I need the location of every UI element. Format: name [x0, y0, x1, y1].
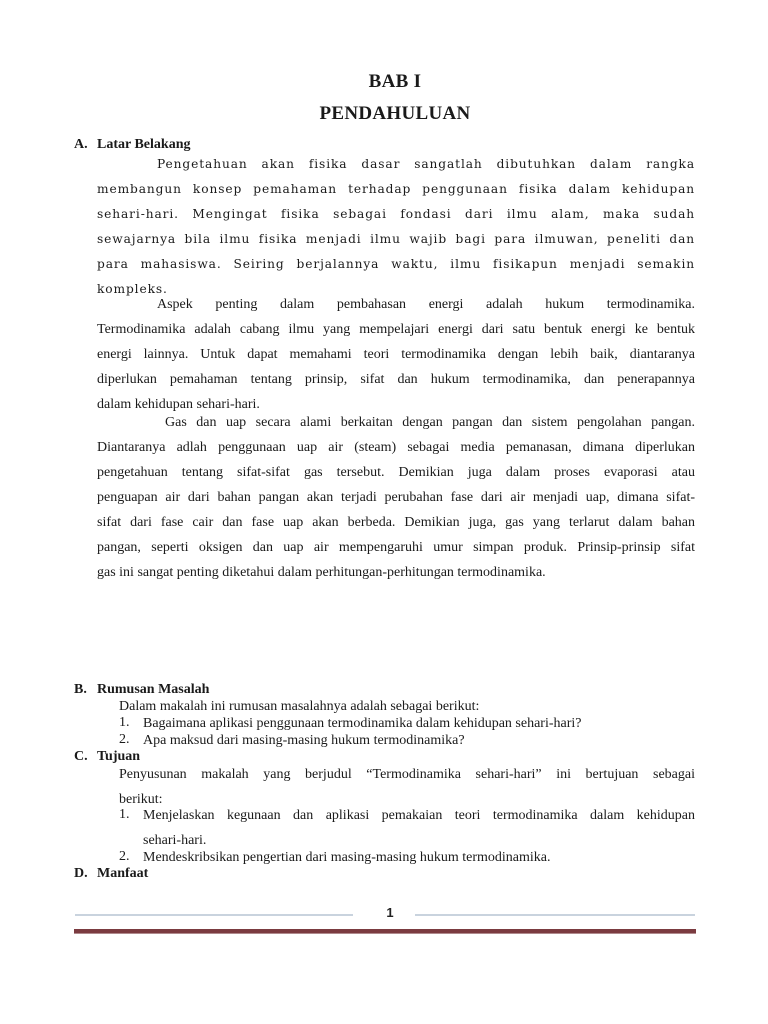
- list-text: Apa maksud dari masing-masing hukum termodinamika?: [143, 733, 465, 748]
- section-letter: D.: [74, 866, 88, 881]
- section-title: Manfaat: [97, 866, 149, 881]
- paragraph-latar-belakang-3: [97, 414, 695, 589]
- section-letter: B.: [74, 682, 87, 697]
- footer-divider-right: [415, 914, 695, 916]
- text-line: dalam kehidupan sehari-hari.: [97, 397, 260, 412]
- text-line: sewajarnya bila ilmu fisika menjadi ilmu wajib bagi para ilmuwan, peneliti dan: [97, 232, 695, 246]
- footer-divider-left: [75, 914, 353, 916]
- section-heading-tujuan: [74, 749, 140, 765]
- section-title: Latar Belakang: [97, 137, 191, 152]
- list-number: 2.: [119, 849, 130, 864]
- footer-rule: [74, 929, 696, 934]
- rumusan-masalah-intro: [119, 698, 695, 715]
- chapter-heading: BAB I: [368, 71, 422, 92]
- text-line: pengetahuan tentang sifat-sifat gas tersebut. Demikian juga dalam proses evaporasi atau: [97, 465, 695, 480]
- text-line: Aspek penting dalam pembahasan energi adalah hukum termodinamika.: [157, 297, 695, 312]
- section-letter: A.: [74, 137, 88, 152]
- text-line: penguapan air dari bahan pangan akan terjadi perubahan fase dari air menjadi uap, dimana sifat-: [97, 490, 695, 505]
- text-line: sehari-hari. Mengingat fisika sebagai fondasi dari ilmu alam, maka sudah: [97, 207, 695, 221]
- section-heading-latar-belakang: [74, 137, 190, 153]
- text-line: sifat dari fase cair dan fase uap akan berbeda. Demikian juga, gas yang terlarut dalam bahan: [97, 515, 695, 530]
- page-number: 1: [386, 905, 394, 920]
- paragraph-latar-belakang-1: [97, 155, 695, 294]
- list-text: Mendeskribsikan pengertian dari masing-masing hukum termodinamika.: [143, 850, 551, 865]
- text-line: membangun konsep pemahaman terhadap penggunaan fisika dalam kehidupan: [97, 182, 695, 196]
- text-line: diperlukan pemahaman tentang prinsip, sifat dan hukum termodinamika, dan penerapannya: [97, 372, 695, 387]
- list-text: sehari-hari.: [143, 833, 207, 848]
- list-number: 1.: [119, 807, 130, 822]
- list-text: Bagaimana aplikasi penggunaan termodinamika dalam kehidupan sehari-hari?: [143, 716, 582, 731]
- text-line: Pengetahuan akan fisika dasar sangatlah dibutuhkan dalam rangka: [157, 157, 695, 171]
- list-number: 2.: [119, 732, 130, 747]
- tujuan-intro: [119, 766, 695, 808]
- list-text: Menjelaskan kegunaan dan aplikasi pemakaian teori termodinamika dalam kehidupan: [143, 808, 695, 823]
- text-line: pangan, seperti oksigen dan uap air mempengaruhi umur simpan produk. Prinsip-prinsip sifat: [97, 540, 695, 555]
- paragraph-latar-belakang-2: [97, 296, 695, 414]
- text-line: gas ini sangat penting diketahui dalam perhitungan-perhitungan termodinamika.: [97, 565, 546, 580]
- section-heading-manfaat: [74, 866, 148, 882]
- section-heading-rumusan-masalah: [74, 682, 209, 698]
- section-letter: C.: [74, 749, 88, 764]
- text-line: Termodinamika adalah cabang ilmu yang mempelajari energi dari satu bentuk energi ke bentuk: [97, 322, 695, 337]
- text-line: para mahasiswa. Seiring berjalannya waktu, ilmu fisikapun menjadi semakin: [97, 257, 695, 271]
- list-number: 1.: [119, 715, 130, 730]
- text-line: kompleks.: [97, 282, 168, 296]
- section-title: Rumusan Masalah: [97, 682, 210, 697]
- section-title: Tujuan: [97, 749, 141, 764]
- text-line: Gas dan uap secara alami berkaitan dengan pangan dan sistem pengolahan pangan.: [165, 415, 695, 430]
- text-line: Diantaranya adlah penggunaan uap air (steam) sebagai media pemanasan, dimana diperlukan: [97, 440, 695, 455]
- chapter-title: PENDAHULUAN: [319, 103, 471, 124]
- text-line: berikut:: [119, 792, 163, 807]
- text-line: Penyusunan makalah yang berjudul “Termodinamika sehari-hari” ini bertujuan sebagai: [119, 767, 695, 782]
- text-line: Dalam makalah ini rumusan masalahnya adalah sebagai berikut:: [119, 699, 480, 714]
- text-line: energi lainnya. Untuk dapat memahami teori termodinamika dengan lebih baik, diantaranya: [97, 347, 695, 362]
